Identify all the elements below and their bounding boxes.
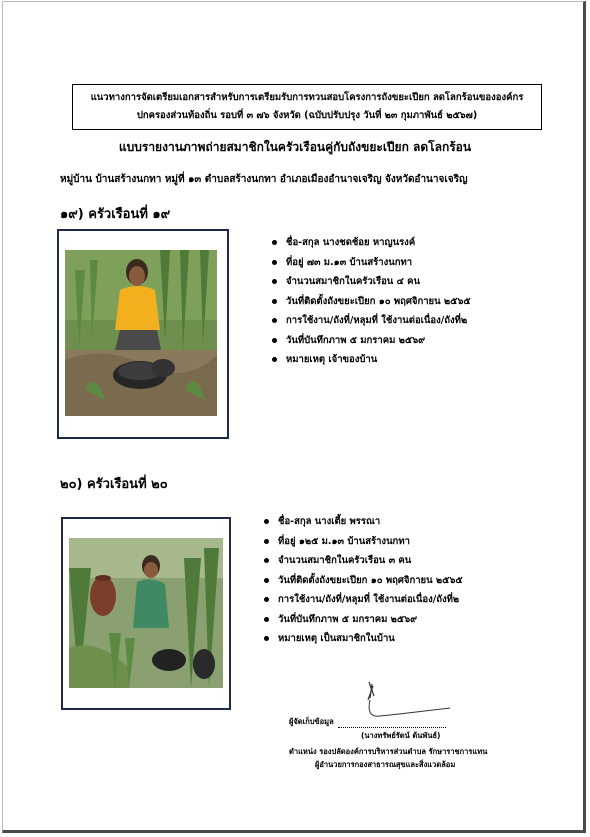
household-19-photo [65, 250, 217, 416]
household-20-address: ที่อยู่ ๑๒๕ ม.๑๓ บ้านสร้างนกทา [262, 532, 463, 552]
header-line-2: ปกครองส่วนท้องถิ่น รอบที่ ๓ ๗๖ จังหวัด (ฉบับปรับปรุง วันที่ ๒๓ กุมภาพันธ์ ๒๕๖๗) [136, 110, 478, 121]
signature-line [338, 727, 446, 728]
signature-position-2: ผู้อำนวยการกองสาธารณสุขและสิ่งแวดล้อม [315, 760, 456, 769]
household-20-note: หมายเหตุ เป็นสมาชิกในบ้าน [262, 629, 463, 649]
household-20-members: จำนวนสมาชิกในครัวเรือน ๓ คน [262, 551, 463, 571]
household-19-photo-date: วันที่บันทึกภาพ ๕ มกราคม ๒๕๖๙ [270, 331, 471, 351]
household-19-address: ที่อยู่ ๗๓ ม.๑๓ บ้านสร้างนกทา [270, 253, 471, 273]
household-19-usage: การใช้งาน/ถังที่/หลุมที่ ใช้งานต่อเนื่อง/ถังที่๒ [270, 311, 471, 331]
signature-position-1: ตำแหน่ง รองปลัดองค์การบริหารส่วนตำบล รักษาราชการแทน [289, 747, 488, 756]
household-20-title: ๒๐) ครัวเรือนที่ ๒๐ [60, 477, 168, 492]
report-subtitle: แบบรายงานภาพถ่ายสมาชิกในครัวเรือนคู่กับถังขยะเปียก ลดโลกร้อน [118, 140, 472, 154]
header-box [72, 84, 542, 130]
household-20-install-date: วันที่ติดตั้งถังขยะเปียก ๑๐ พฤศจิกายน ๒๕๖๕ [262, 571, 463, 591]
household-20-info-list [262, 512, 463, 649]
household-19-info-list [270, 233, 471, 370]
village-line: หมู่บ้าน บ้านสร้างนกทา หมู่ที่ ๑๓ ตำบลสร้างนกทา อำเภอเมืองอำนาจเจริญ จังหวัดอำนาจเจริญ [60, 174, 468, 185]
household-19-title: ๑๙) ครัวเรือนที่ ๑๙ [60, 207, 171, 222]
signature-label: ผู้จัดเก็บข้อมูล [289, 717, 334, 726]
header-line-1: แนวทางการจัดเตรียมเอกสารสำหรับการเตรียมรับการทวนสอบโครงการถังขยะเปียก ลดโลกร้อนขององค์กร [90, 92, 524, 103]
household-19-members: จำนวนสมาชิกในครัวเรือน ๔ คน [270, 272, 471, 292]
household-20-photo-date: วันที่บันทึกภาพ ๕ มกราคม ๒๕๖๙ [262, 610, 463, 630]
household-20-usage: การใช้งาน/ถังที่/หลุมที่ ใช้งานต่อเนื่อง/ถังที่๒ [262, 590, 463, 610]
signature-label-row [289, 716, 446, 728]
household-19-note: หมายเหตุ เจ้าของบ้าน [270, 350, 471, 370]
household-19-install-date: วันที่ติดตั้งถังขยะเปียก ๑๐ พฤศจิกายน ๒๕๖๕ [270, 292, 471, 312]
signature-name: (นางทรัพย์รัตน์ ต้นพันธ์) [361, 731, 441, 740]
household-20-photo-image [69, 538, 223, 688]
household-19-photo-image [65, 250, 217, 416]
household-20-name: ชื่อ-สกุล นางเตี้ย พรรณา [262, 512, 463, 532]
household-20-photo [69, 538, 223, 688]
household-19-name: ชื่อ-สกุล นางชดช้อย หาญนรงค์ [270, 233, 471, 253]
